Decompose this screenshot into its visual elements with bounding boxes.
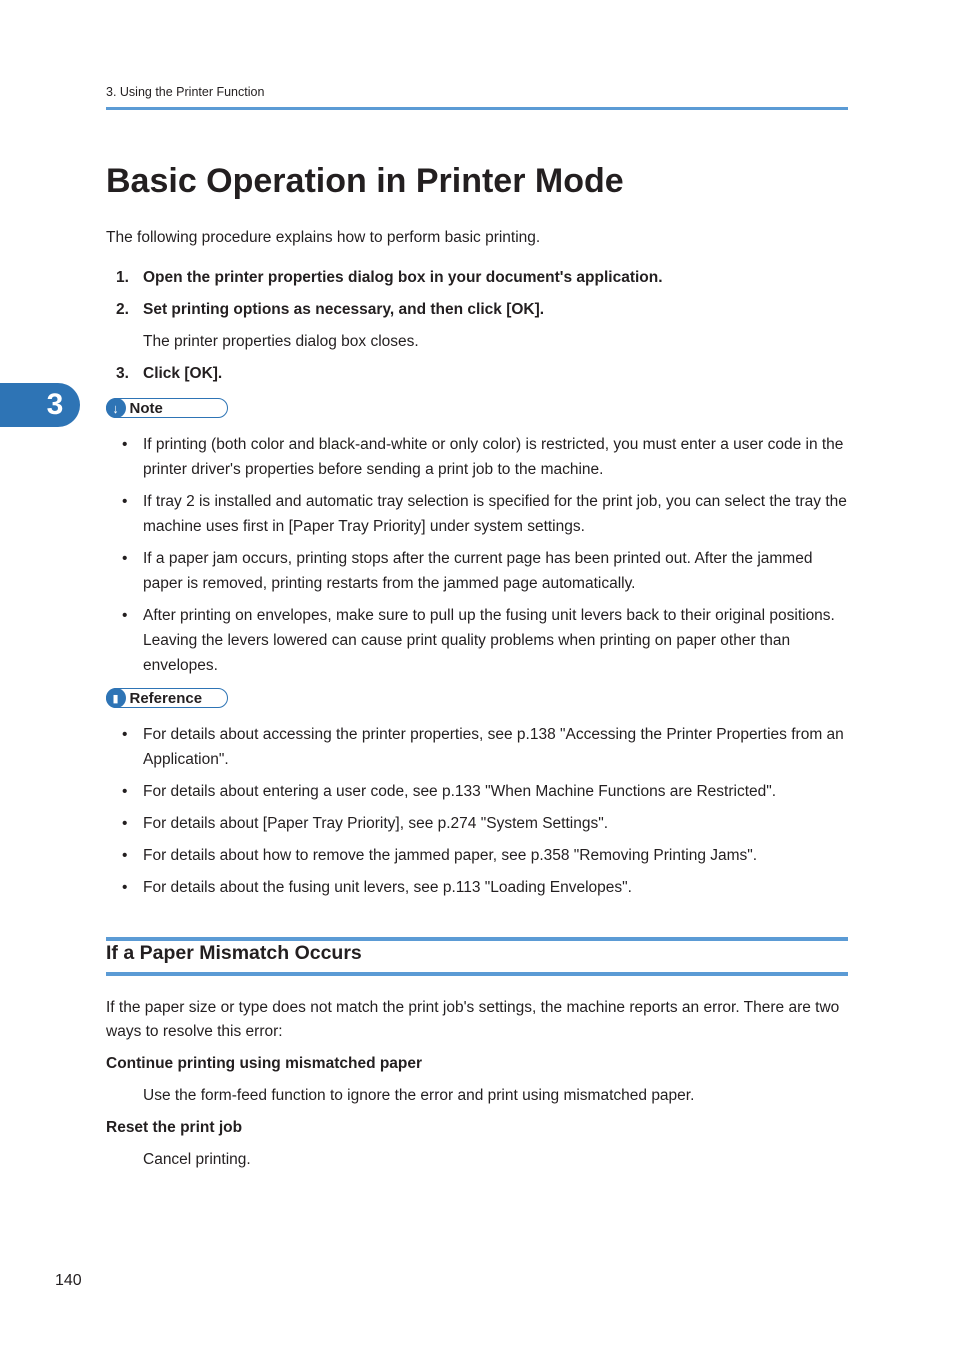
step-text: Open the printer properties dialog box in your document's application. <box>143 269 663 286</box>
page-title: Basic Operation in Printer Mode <box>106 162 624 200</box>
step-text: Click [OK]. <box>143 365 223 382</box>
list-item: • If tray 2 is installed and automatic tray selection is specified for the print job, you can select the tray the machine uses first in [Paper Tray Priority] under system settings. <box>122 489 850 539</box>
option-term: Reset the print job <box>106 1119 243 1136</box>
step-text: Set printing options as necessary, and then click [OK]. <box>143 301 545 318</box>
section-rule-bottom <box>106 972 848 976</box>
reference-list <box>122 722 850 900</box>
step-number: 2. <box>116 301 129 318</box>
step-number: 1. <box>116 269 129 286</box>
book-icon: ▮ <box>106 688 126 708</box>
list-item: • If a paper jam occurs, printing stops after the current page has been printed out. After the jammed paper is removed, printing restarts from the jammed page automatically. <box>122 546 850 596</box>
list-item: • For details about the fusing unit levers, see p.113 "Loading Envelopes". <box>122 875 850 900</box>
list-item: • If printing (both color and black-and-white or only color) is restricted, you must enter a user code in the printer driver's properties before sending a print job to the machine. <box>122 432 850 482</box>
step-3 <box>116 365 222 383</box>
section-rule-top <box>106 937 848 941</box>
note-chip <box>106 398 228 418</box>
chapter-number: 3 <box>46 388 64 421</box>
running-header: 3. Using the Printer Function <box>106 85 265 99</box>
header-rule <box>106 107 848 110</box>
step-2 <box>116 301 544 319</box>
note-list <box>122 432 850 678</box>
step-1 <box>116 269 663 287</box>
step-2-description: The printer properties dialog box closes. <box>143 333 419 350</box>
option-description: Use the form-feed function to ignore the error and print using mismatched paper. <box>143 1087 695 1104</box>
note-label: Note <box>129 399 163 417</box>
option-description: Cancel printing. <box>143 1151 251 1168</box>
page-number: 140 <box>55 1272 82 1289</box>
reference-label: Reference <box>129 689 203 707</box>
intro-text: The following procedure explains how to perform basic printing. <box>106 229 541 246</box>
list-item: • For details about [Paper Tray Priority], see p.274 "System Settings". <box>122 811 850 836</box>
section-title: If a Paper Mismatch Occurs <box>106 942 362 964</box>
list-item: • For details about entering a user code, see p.133 "When Machine Functions are Restricted". <box>122 779 850 804</box>
section-intro: If the paper size or type does not match the print job's settings, the machine reports an error. There are two ways to resolve this error: <box>106 999 840 1040</box>
step-number: 3. <box>116 365 129 382</box>
list-item: • After printing on envelopes, make sure to pull up the fusing unit levers back to their original positions. Leaving the levers lowered can cause print quality problems when printing on paper other than envelopes. <box>122 603 850 678</box>
list-item: • For details about accessing the printer properties, see p.138 "Accessing the Printer Properties from an Application". <box>122 722 850 772</box>
list-item: • For details about how to remove the jammed paper, see p.358 "Removing Printing Jams". <box>122 843 850 868</box>
option-term: Continue printing using mismatched paper <box>106 1055 423 1072</box>
down-arrow-icon: ↓ <box>106 398 126 418</box>
reference-chip <box>106 688 228 708</box>
